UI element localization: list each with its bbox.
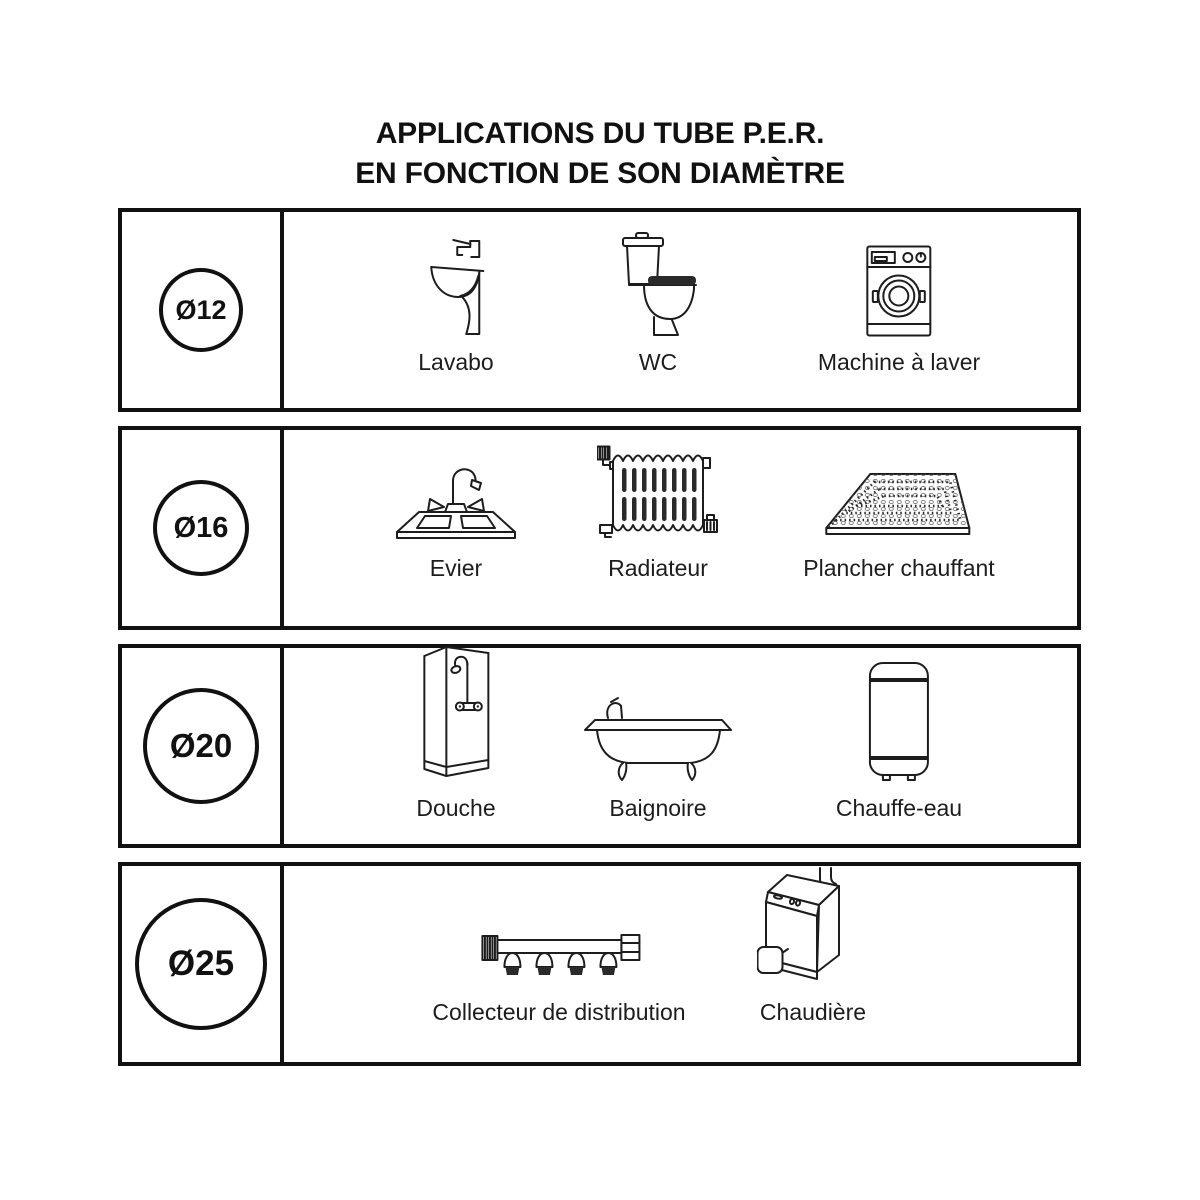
item-label: Chaudière xyxy=(759,999,867,1025)
table-row-d25 xyxy=(118,862,1081,1066)
item-plancher-chauffant xyxy=(803,471,994,626)
item-lavabo xyxy=(418,235,493,408)
item-evier xyxy=(392,459,520,626)
page-title-line2: EN FONCTION DE SON DIAMÈTRE xyxy=(355,156,845,190)
item-radiateur xyxy=(597,443,719,626)
diameter-badge-d25: Ø25 xyxy=(135,898,267,1030)
item-baignoire xyxy=(583,695,733,844)
item-label: Radiateur xyxy=(608,555,708,581)
bathtub-icon xyxy=(583,695,733,783)
diameter-badge-d16: Ø16 xyxy=(153,480,249,576)
diameter-cell-d16 xyxy=(122,430,284,626)
table-row-d20 xyxy=(118,644,1081,848)
items-cell-d20 xyxy=(284,648,1077,844)
item-label: Plancher chauffant xyxy=(803,555,995,581)
item-label: WC xyxy=(638,349,678,375)
item-chaudiere xyxy=(757,867,869,1062)
item-wc xyxy=(616,229,700,408)
items-cell-d25 xyxy=(284,866,1077,1062)
diameter-cell-d25 xyxy=(122,866,284,1062)
item-douche xyxy=(416,641,495,844)
diameter-badge-d12: Ø12 xyxy=(159,268,243,352)
water-heater-icon xyxy=(867,661,931,783)
toilet-icon xyxy=(616,229,700,337)
boiler-icon xyxy=(757,867,869,987)
diameter-badge-d20: Ø20 xyxy=(143,688,259,804)
item-label: Chauffe-eau xyxy=(835,795,963,821)
kitchen-sink-icon xyxy=(392,459,520,543)
item-collecteur xyxy=(432,933,685,1062)
item-label: Lavabo xyxy=(418,349,494,375)
washbasin-icon xyxy=(427,235,485,337)
items-cell-d16 xyxy=(284,430,1077,626)
diameter-cell-d20 xyxy=(122,648,284,844)
table-row-d12 xyxy=(118,208,1081,412)
items-cell-d12 xyxy=(284,212,1077,408)
page-title xyxy=(0,114,1200,193)
heated-floor-icon xyxy=(824,471,974,543)
item-label: Baignoire xyxy=(609,795,707,821)
diameter-cell-d12 xyxy=(122,212,284,408)
washing-machine-icon xyxy=(866,245,932,337)
manifold-icon xyxy=(474,933,644,987)
item-label: Collecteur de distribution xyxy=(432,999,686,1025)
item-label: Evier xyxy=(429,555,483,581)
item-machine-a-laver xyxy=(818,245,980,408)
page-title-line1: APPLICATIONS DU TUBE P.E.R. xyxy=(375,117,825,150)
item-chauffe-eau xyxy=(836,661,962,844)
table-row-d16 xyxy=(118,426,1081,630)
item-label: Machine à laver xyxy=(817,349,981,375)
radiator-icon xyxy=(597,443,719,543)
shower-icon xyxy=(421,641,491,783)
item-label: Douche xyxy=(416,795,496,821)
